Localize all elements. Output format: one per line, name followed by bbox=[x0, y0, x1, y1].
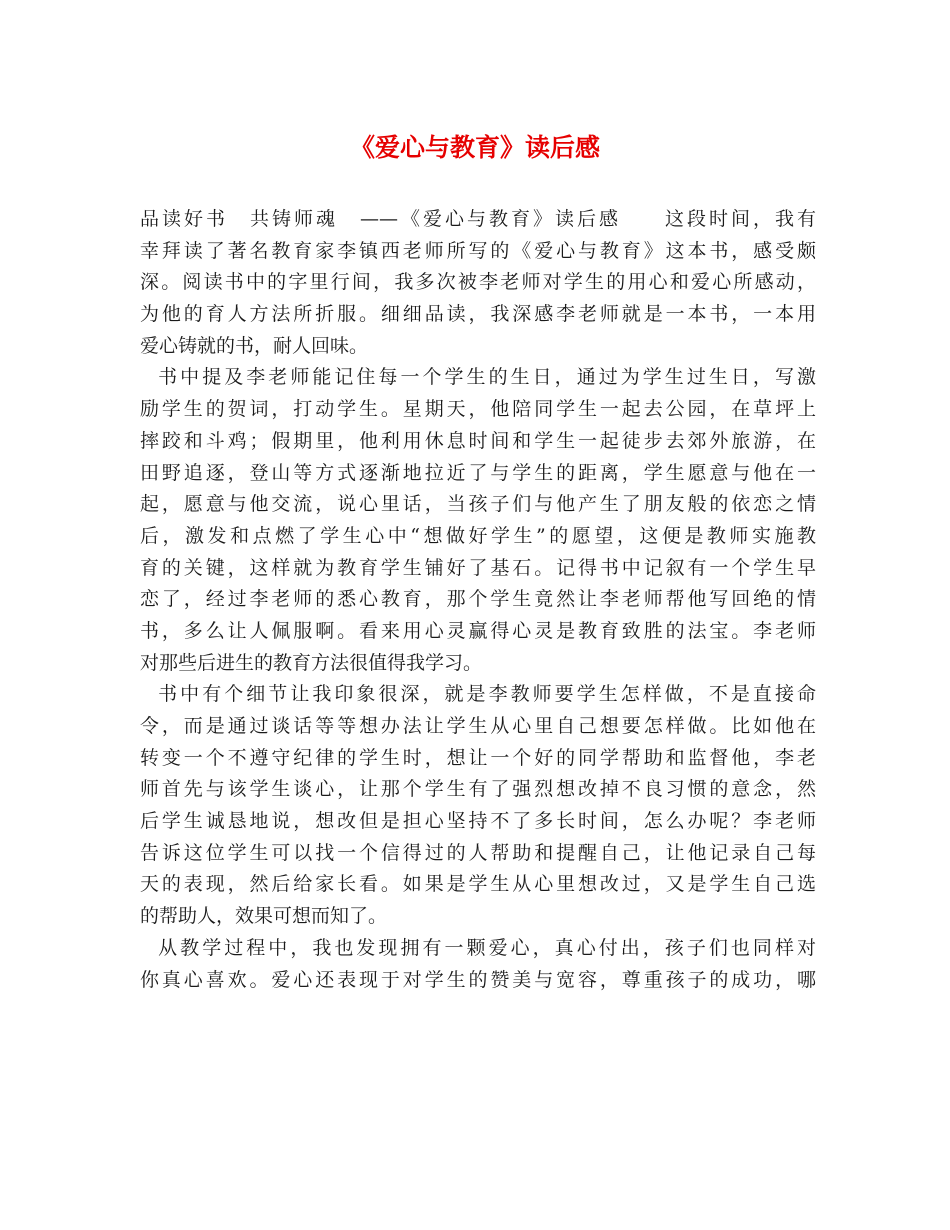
text-line: 励学生的贺词，打动学生。星期天，他陪同学生一起去公园，在草坪上 bbox=[140, 398, 816, 421]
text-line: 令，而是通过谈话等等想办法让学生从心里自己想要怎样做。比如他在 bbox=[140, 715, 816, 737]
text-line: 深。阅读书中的字里行间，我多次被李老师对学生的用心和爱心所感动， bbox=[140, 271, 816, 294]
text-line: 摔跤和斗鸡；假期里，他利用休息时间和学生一起徒步去郊外旅游，在 bbox=[140, 429, 816, 452]
text-line: 书中有个细节让我印象很深，就是李教师要学生怎样做，不是直接命 bbox=[140, 683, 816, 706]
text-line: 的帮助人，效果可想而知了。 bbox=[140, 905, 388, 928]
document-title: 《爱心与教育》读后感 bbox=[349, 133, 600, 162]
text-line: 恋了，经过李老师的悉心教育，那个学生竟然让李老师帮他写回绝的情 bbox=[140, 588, 816, 611]
text-line: 后学生诚恳地说，想改但是担心坚持不了多长时间，怎么办呢？李老师 bbox=[140, 810, 816, 833]
text-line: 书，多么让人佩服啊。看来用心灵赢得心灵是教育致胜的法宝。李老师 bbox=[140, 619, 816, 642]
text-line: 从教学过程中，我也发现拥有一颗爱心，真心付出，孩子们也同样对 bbox=[140, 936, 816, 959]
text-line: 对那些后进生的教育方法很值得我学习。 bbox=[140, 651, 483, 674]
text-line: 为他的育人方法所折服。细细品读，我深感李老师就是一本书，一本用 bbox=[140, 303, 816, 326]
text-line: 品读好书 共铸师魂 ——《爱心与教育》读后感 这段时间，我有 bbox=[140, 208, 816, 230]
text-line: 天的表现，然后给家长看。如果是学生从心里想改过，又是学生自己选 bbox=[140, 873, 816, 896]
text-line: 幸拜读了著名教育家李镇西老师所写的《爱心与教育》这本书，感受颇 bbox=[140, 239, 816, 262]
text-line: 后，激发和点燃了学生心中“想做好学生”的愿望，这便是教师实施教 bbox=[140, 524, 816, 547]
text-line: 师首先与该学生谈心，让那个学生有了强烈想改掉不良习惯的意念，然 bbox=[140, 778, 816, 801]
text-line: 转变一个不遵守纪律的学生时，想让一个好的同学帮助和监督他，李老 bbox=[140, 746, 816, 769]
text-line: 育的关键，这样就为教育学生铺好了基石。记得书中记叙有一个学生早 bbox=[140, 556, 816, 579]
text-line: 你真心喜欢。爱心还表现于对学生的赞美与宽容，尊重孩子的成功，哪 bbox=[140, 968, 816, 991]
text-line: 告诉这位学生可以找一个信得过的人帮助和提醒自己，让他记录自己每 bbox=[140, 841, 816, 864]
document-body bbox=[140, 204, 816, 996]
text-line: 爱心铸就的书，耐人回味。 bbox=[140, 334, 369, 357]
text-line: 起，愿意与他交流，说心里话，当孩子们与他产生了朋友般的依恋之情 bbox=[140, 493, 816, 516]
text-line: 书中提及李老师能记住每一个学生的生日，通过为学生过生日，写激 bbox=[140, 366, 816, 389]
text-line: 田野追逐，登山等方式逐渐地拉近了与学生的距离，学生愿意与他在一 bbox=[140, 461, 816, 484]
